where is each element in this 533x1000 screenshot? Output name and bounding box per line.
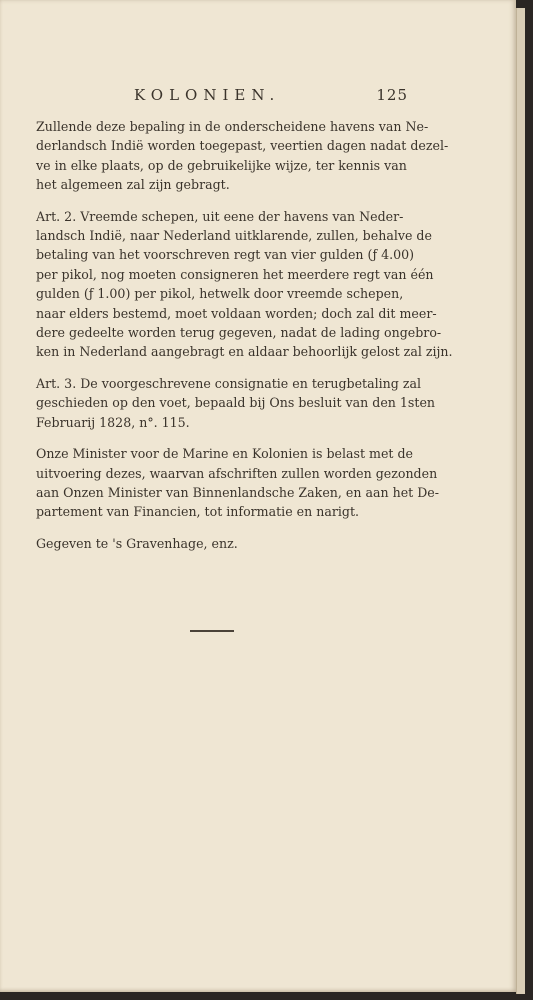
text-line: Art. 2. Vreemde schepen, uit eene der havens van Neder- <box>36 208 404 224</box>
text-line: Onze Minister voor de Marine en Kolonien is belast met de <box>36 446 414 462</box>
paragraph-article-3 <box>36 374 436 432</box>
text-line: per pikol, nog moeten consigneren het meerdere regt van één <box>36 266 434 282</box>
text-line: dere gedeelte worden terug gegeven, nadat de lading ongebro- <box>36 325 442 341</box>
text-line: ken in Nederland aangebragt en aldaar behoorlijk gelost zal zijn. <box>36 344 453 360</box>
text-line: partement van Financien, tot informatie en narigt. <box>36 504 360 520</box>
text-line: landsch Indië, naar Nederland uitklarende, zullen, behalve de <box>36 228 432 244</box>
paragraph-article-2 <box>36 207 453 362</box>
page-number: 125 <box>376 86 408 104</box>
text-line: Art. 3. De voorgeschrevene consignatie en terugbetaling zal <box>36 375 422 391</box>
text-line: naar elders bestemd, moet voldaan worden; doch zal dit meer- <box>36 305 437 321</box>
text-line: Zullende deze bepaling in de onderscheidene havens van Ne- <box>36 119 429 134</box>
text-line: uitvoering dezes, waarvan afschriften zullen worden gezonden <box>36 465 438 481</box>
text-line: het algemeen zal zijn gebragt. <box>36 177 230 193</box>
page-header <box>36 86 408 108</box>
text-line: derlandsch Indië worden toegepast, veertien dagen nadat dezel- <box>36 138 449 154</box>
paragraph-closing <box>36 534 410 553</box>
text-line: ve in elke plaats, op de gebruikelijke wijze, ter kennis van <box>36 157 407 173</box>
text-line: Gegeven te 's Gravenhage, enz. <box>36 535 238 551</box>
paragraph-minister <box>36 444 440 522</box>
text-line: betaling van het voorschreven regt van vier gulden (ƒ 4.00) <box>36 247 415 263</box>
text-line: Februarij 1828, n°. 115. <box>36 414 190 430</box>
closing-rule <box>190 630 234 632</box>
text-line: gulden (ƒ 1.00) per pikol, hetwelk door vreemde schepen, <box>36 286 404 302</box>
body-text <box>36 117 453 565</box>
page-edge <box>516 8 525 994</box>
paragraph-1 <box>36 117 449 195</box>
text-line: geschieden op den voet, bepaald bij Ons besluit van den 1sten <box>36 395 436 411</box>
text-line: aan Onzen Minister van Binnenlandsche Zaken, en aan het De- <box>36 484 440 500</box>
running-title: KOLONIEN. <box>134 86 281 104</box>
